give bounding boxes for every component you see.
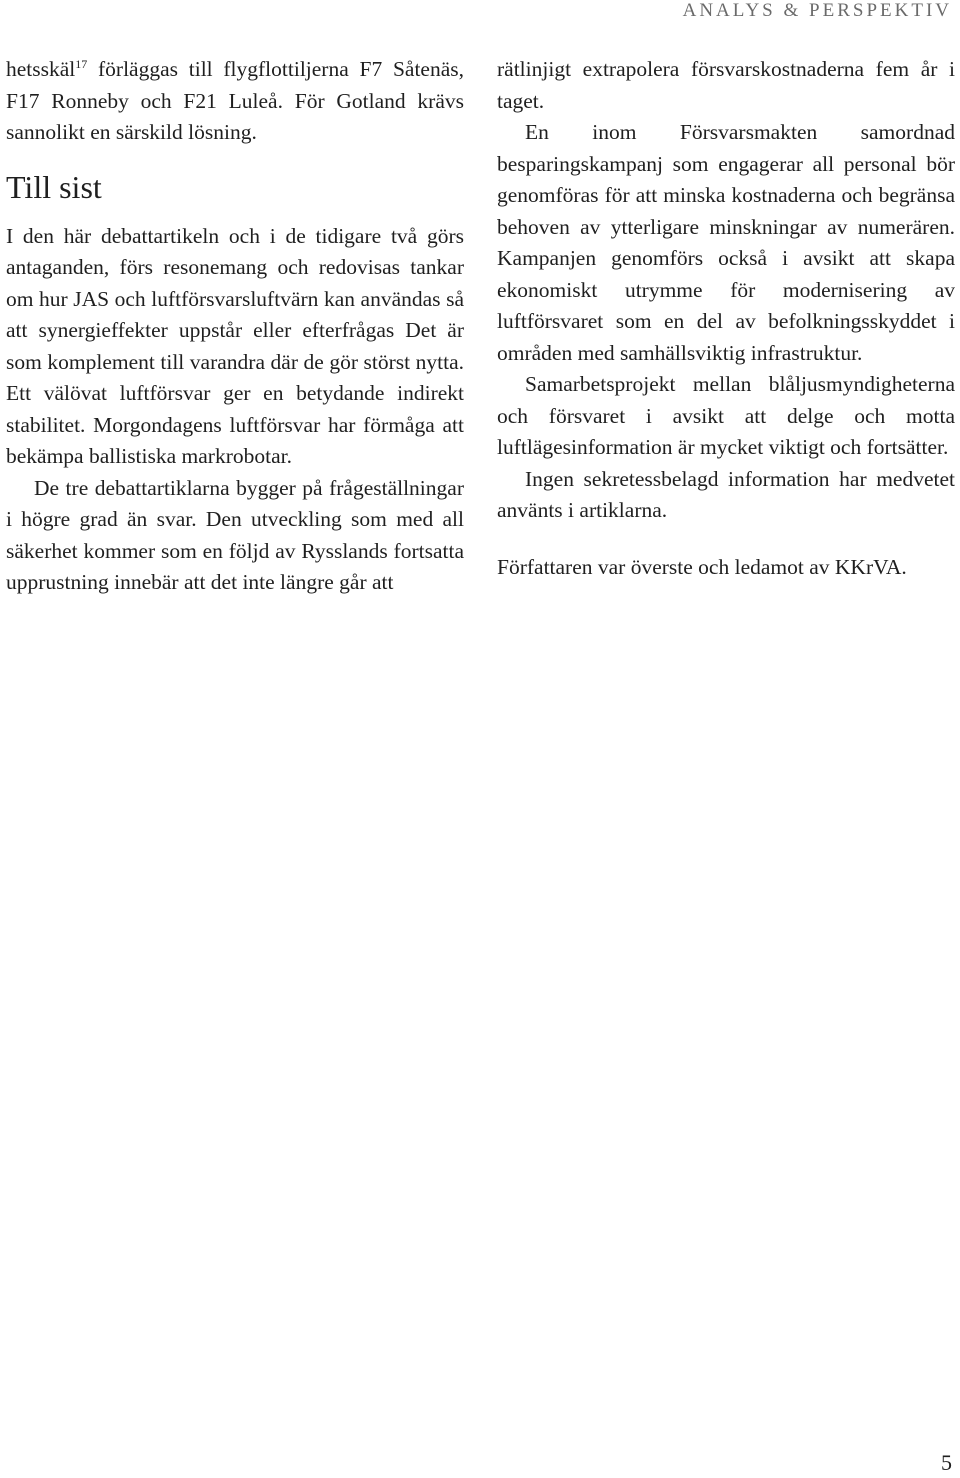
section-heading: Till sist (6, 168, 102, 205)
paragraph-conclusion-1: I den här debattartikeln och i de tidigare två görs antaganden, förs resonemang och redovisas tankar om hur JAS och luftförsvarsluftvärn kan användas så att synergieffekter uppstår eller efterfrågas Det är som komplement till varandra där de gör störst nytta. Ett välövat luftförsvar ger en betydande indirekt stabilitet. Morgondagens luftförsvar har förmåga att bekämpa ballistiska markrobotar. (6, 223, 464, 468)
paragraph-continuation: rätlinjigt extrapolera försvarskostnaderna fem år i taget. (497, 57, 955, 113)
paragraph-intro-start: hetsskäl (6, 57, 76, 81)
right-column (497, 54, 955, 583)
left-column (6, 54, 464, 599)
running-header: ANALYS & PERSPEKTIV (682, 0, 952, 21)
paragraph-intro-rest: förläggas till flygflottiljerna F7 Såtenäs, F17 Ronneby och F21 Luleå. För Gotland krävs sannolikt en särskild lösning. (6, 57, 464, 144)
paragraph-savings-campaign: En inom Försvarsmakten samordnad besparingskampanj som engagerar all personal bör genomföras för att minska kostnaderna och begränsa behoven av ytterligare minskningar av numerären. Kampanjen genomförs också i avsikt att skapa ekonomiskt utrymme för modernisering av luftförsvaret som en del av befolkningsskyddet i områden med samhällsviktig infrastruktur. (497, 120, 955, 365)
page-number: 5 (941, 1450, 952, 1475)
paragraph-conclusion-2: De tre debattartiklarna bygger på frågeställningar i högre grad än svar. Den utveckling som med all säkerhet kommer som en följd av Rysslands fortsatta upprustning innebär att det inte längre går att (6, 475, 464, 594)
paragraph-disclaimer: Ingen sekretessbelagd information har medvetet använts i artiklarna. (497, 466, 955, 522)
footnote-marker: 17 (75, 57, 88, 71)
author-note: Författaren var överste och ledamot av KKrVA. (497, 554, 907, 579)
paragraph-intro (6, 54, 464, 149)
paragraph-cooperation: Samarbetsprojekt mellan blåljusmyndigheterna och försvaret i avsikt att delge och motta luftlägesinformation är mycket viktigt och fortsätter. (497, 372, 955, 459)
